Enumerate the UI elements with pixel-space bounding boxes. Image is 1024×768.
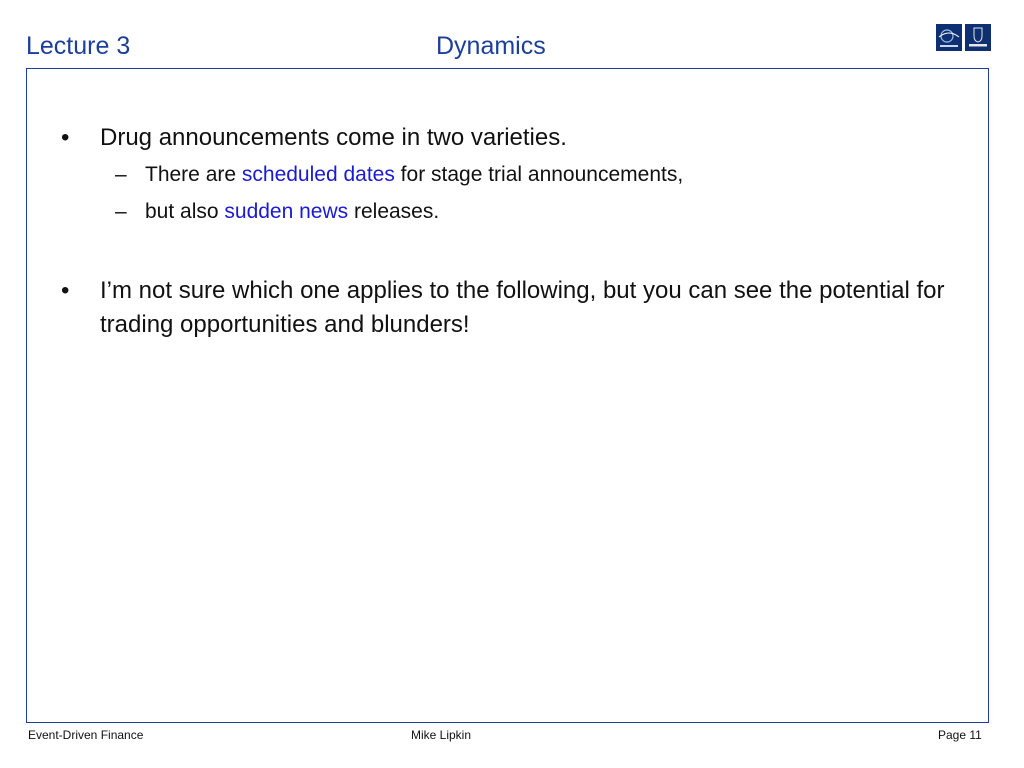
highlight-scheduled-dates: scheduled dates xyxy=(241,163,395,186)
sub-bullet-marker: – xyxy=(115,200,127,223)
footer-course: Event-Driven Finance xyxy=(28,728,144,742)
logo-group xyxy=(936,24,991,51)
sub-item-suffix: for stage trial announcements, xyxy=(394,163,684,186)
footer-page-number: Page 11 xyxy=(938,728,982,742)
oxford-university-logo xyxy=(965,24,991,51)
sub-item-prefix: but also xyxy=(145,200,225,223)
sub-item-prefix: There are xyxy=(145,163,242,186)
lecture-label: Lecture 3 xyxy=(26,32,131,60)
sub-item-text xyxy=(145,161,683,189)
footer-author: Mike Lipkin xyxy=(411,728,472,742)
content-frame xyxy=(26,68,989,723)
bullet-marker: • xyxy=(61,124,70,151)
bullet-text: Drug announcements come in two varieties. xyxy=(100,124,567,151)
sub-bullet-marker: – xyxy=(115,163,127,186)
oxford-man-institute-logo xyxy=(936,24,962,51)
slide-title: Dynamics xyxy=(436,32,546,60)
highlight-sudden-news: sudden news xyxy=(224,200,349,223)
bullet-text: I’m not sure which one applies to the following, but you can see the potential for trading opportunities and blunders! xyxy=(100,277,945,338)
sub-item-suffix: releases. xyxy=(348,200,440,223)
bullet-marker: • xyxy=(61,277,70,304)
sub-item-text xyxy=(145,198,439,226)
